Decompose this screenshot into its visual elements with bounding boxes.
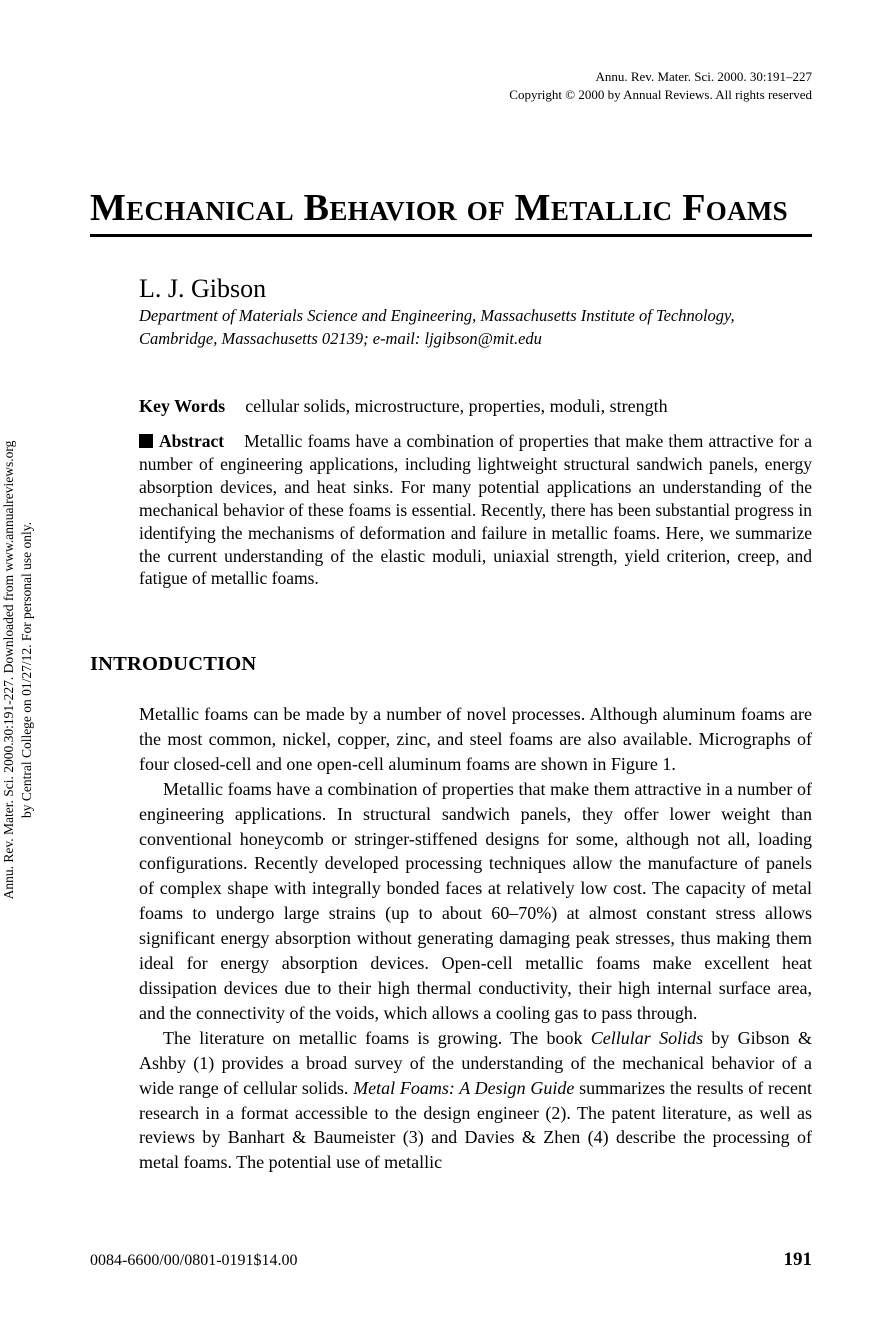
author-name: L. J. Gibson xyxy=(139,274,267,303)
square-bullet-icon xyxy=(139,434,153,448)
keywords xyxy=(139,394,812,418)
abstract-label: Abstract xyxy=(159,431,225,451)
paper-title: Mechanical Behavior of Metallic Foams xyxy=(90,187,788,229)
copyright-line: Copyright © 2000 by Annual Reviews. All rights reserved xyxy=(509,87,812,102)
watermark-line-2: by Central College on 01/27/12. For personal use only. xyxy=(19,521,34,819)
keywords-text: cellular solids, microstructure, properties, moduli, strength xyxy=(245,396,668,416)
page-number: 191 xyxy=(783,1249,812,1270)
paragraph-1: Metallic foams can be made by a number of novel processes. Although aluminum foams are the most common, nickel, copper, zinc, and steel foams are also available. Micrographs of four closed-cell and one open-cell aluminum foams are shown in Figure 1. xyxy=(139,704,812,774)
author-affiliation xyxy=(139,304,812,350)
keywords-label: Key Words xyxy=(139,396,226,416)
title-rule xyxy=(90,234,812,237)
download-watermark xyxy=(0,384,46,956)
article-code: 0084-6600/00/0801-0191$14.00 xyxy=(90,1252,298,1269)
introduction-body xyxy=(139,702,812,1175)
book-title-metal-foams: Metal Foams: A Design Guide xyxy=(353,1077,575,1098)
journal-citation: Annu. Rev. Mater. Sci. 2000. 30:191–227 xyxy=(595,69,812,84)
paragraph-2: Metallic foams have a combination of properties that make them attractive in a number of engineering applications. In structural sandwich panels, they offer lower weight than conventional honeycomb or stringer-stiffened designs for some, although not all, loading configurations. Recently developed processing techniques allow the manufacture of panels of complex shape with integrally bonded faces at relatively low cost. The capacity of metal foams to undergo large strains (up to about 60–70%) at almost constant stress allows significant energy absorption without generating damaging peak stresses, thus making them ideal for energy absorption devices. Open-cell metallic foams make excellent heat dissipation devices due to their high thermal conductivity, their high internal surface area, and the connectivity of the voids, which allows a cooling gas to pass through. xyxy=(139,778,812,1023)
paragraph-3: The literature on metallic foams is growing. The book Cellular Solids by Gibson & Ashby (1) provides a broad survey of the understanding of the mechanical behavior of a wide range of cellular solids. Metal Foams: A Design Guide summarizes the results of recent research in a format accessible to the design engineer (2). The patent literature, as well as reviews by Banhart & Baumeister (3) and Davies & Zhen (4) describe the processing of metal foams. The potential use of metallic xyxy=(139,1027,812,1173)
abstract-text: Metallic foams have a combination of properties that make them attractive for a number of engineering applications, including lightweight structural sandwich panels, energy absorption devices, and heat sinks. For many potential applications an understanding of the mechanical behavior of these foams is essential. Recently, there has been substantial progress in identifying the mechanisms of deformation and failure in metallic foams. Here, we summarize the current understanding of the elastic moduli, uniaxial strength, yield criterion, creep, and fatigue of metallic foams. xyxy=(139,431,812,589)
affiliation-line-1: Department of Materials Science and Engineering, Massachusetts Institute of Technology, xyxy=(139,306,735,325)
affiliation-line-2: Cambridge, Massachusetts 02139; e-mail: ljgibson@mit.edu xyxy=(139,329,542,348)
watermark-line-1: Annu. Rev. Mater. Sci. 2000.30:191-227. Downloaded from www.annualreviews.org xyxy=(1,440,16,900)
section-heading-introduction: INTRODUCTION xyxy=(90,653,257,675)
book-title-cellular-solids: Cellular Solids xyxy=(590,1027,704,1048)
abstract xyxy=(139,430,812,590)
